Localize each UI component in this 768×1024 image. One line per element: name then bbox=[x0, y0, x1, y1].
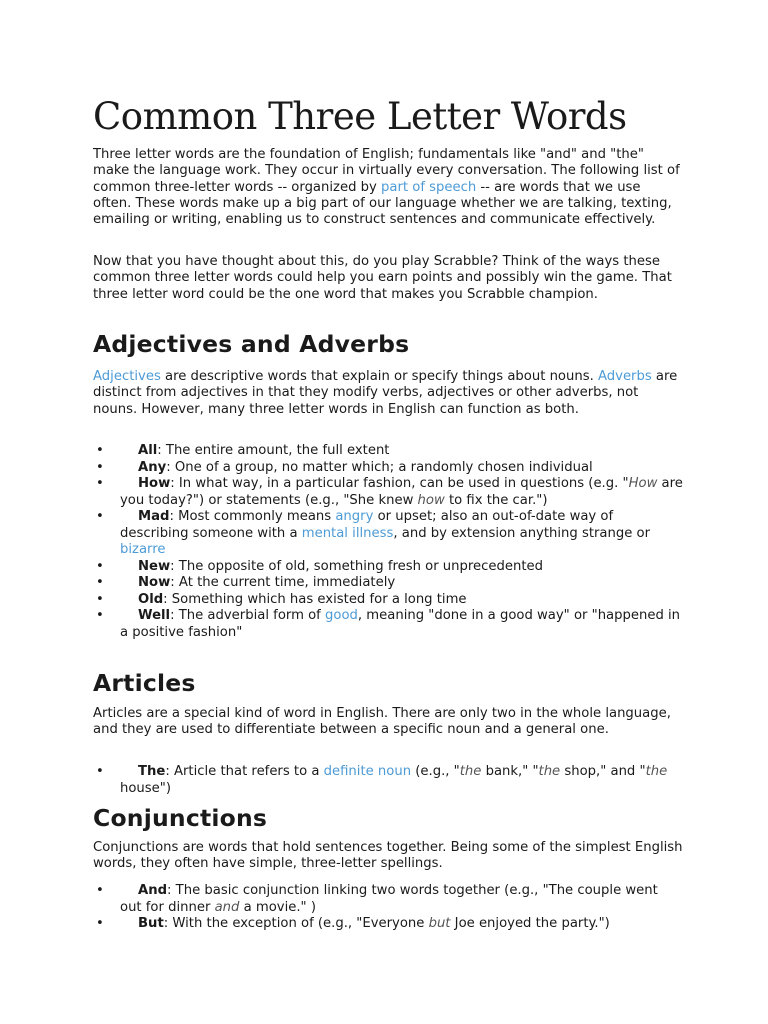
term-new: New bbox=[138, 558, 171, 574]
definition-old: : Something which has existed for a long time bbox=[163, 591, 467, 607]
part-of-speech-link[interactable]: part of speech bbox=[381, 179, 477, 195]
adjectives-link[interactable]: Adjectives bbox=[93, 369, 161, 384]
term-any: Any bbox=[138, 459, 167, 475]
definition-how-1: : In what way, in a particular fashion, can be used in questions (e.g. " bbox=[170, 476, 629, 491]
example-but: but bbox=[428, 916, 451, 931]
bullet-icon: • bbox=[96, 883, 104, 898]
definition-the-1: : Article that refers to a bbox=[165, 764, 324, 779]
articles-list bbox=[93, 764, 683, 797]
adverbs-link[interactable]: Adverbs bbox=[597, 369, 652, 384]
list-item-how bbox=[93, 476, 683, 509]
definition-mad-3: , and by extension anything strange or bbox=[393, 525, 651, 541]
list-item-but bbox=[93, 916, 683, 933]
page-title: Common Three Letter Words bbox=[93, 95, 627, 138]
list-item-and bbox=[93, 883, 683, 916]
section-heading-adjectives-adverbs: Adjectives and Adverbs bbox=[93, 330, 410, 358]
definition-and-2: a movie." ) bbox=[239, 899, 316, 915]
definition-well-2: , meaning "done in a good way" or "happened in a positive fashion" bbox=[120, 608, 681, 640]
definition-how-3: to fix the car.") bbox=[444, 492, 548, 508]
definition-how-2: are you today?") or statements (e.g., "She knew bbox=[120, 476, 683, 508]
term-and: And bbox=[138, 883, 168, 898]
definite-noun-link[interactable]: definite noun bbox=[323, 764, 412, 779]
bullet-icon: • bbox=[96, 916, 104, 931]
conjunctions-list bbox=[93, 883, 683, 933]
term-well: Well bbox=[138, 608, 171, 623]
list-item-mad bbox=[93, 509, 683, 559]
conjunctions-description: Conjunctions are words that hold sentences together. Being some of the simplest English words, they often have simple, three-letter spellings. bbox=[93, 840, 683, 872]
definition-but-1: : With the exception of (e.g., "Everyone bbox=[163, 916, 429, 931]
bullet-icon: • bbox=[96, 608, 104, 623]
bullet-icon: • bbox=[96, 558, 104, 574]
definition-the-4: shop," and " bbox=[560, 764, 646, 779]
definition-mad-1: : Most commonly means bbox=[169, 509, 336, 524]
term-but: But bbox=[138, 916, 164, 931]
definition-the-5: house") bbox=[120, 780, 171, 796]
definition-mad-2: or upset; also an out-of-date way of describing someone with a bbox=[120, 509, 614, 541]
definition-any: : One of a group, no matter which; a randomly chosen individual bbox=[166, 459, 593, 475]
example-and: and bbox=[214, 899, 240, 915]
bullet-icon: • bbox=[96, 459, 104, 475]
term-the: The bbox=[138, 764, 166, 779]
example-how-2: how bbox=[417, 492, 445, 508]
example-how-1: How bbox=[628, 476, 658, 491]
definition-all: : The entire amount, the full extent bbox=[157, 443, 390, 458]
term-old: Old bbox=[138, 591, 164, 607]
example-the-1: the bbox=[459, 764, 482, 779]
intro-paragraph-2: Now that you have thought about this, do you play Scrabble? Think of the ways these common three letter words could help you earn points and possibly win the game. That three letter word could be the one word that makes you Scrabble champion. bbox=[93, 254, 672, 302]
articles-description: Articles are a special kind of word in English. There are only two in the whole language, and they are used to differentiate between a specific noun and a general one. bbox=[93, 706, 671, 738]
adjectives-desc-text-b: are distinct from adjectives in that they modify verbs, adjectives or other adverbs, not nouns. However, many three letter words in English can function as both. bbox=[93, 369, 678, 417]
term-how: How bbox=[138, 476, 171, 491]
bullet-icon: • bbox=[96, 591, 104, 607]
section-heading-conjunctions: Conjunctions bbox=[93, 804, 268, 832]
adjectives-description bbox=[93, 369, 683, 418]
example-the-2: the bbox=[538, 764, 561, 779]
intro-text-b: -- are words that we use often. These words make up a big part of our language whether we are talking, texting, emailing or writing, enabling us to construct sentences and communicate effectively. bbox=[93, 179, 672, 228]
list-item-new bbox=[93, 559, 683, 576]
bullet-icon: • bbox=[96, 443, 104, 458]
term-now: Now bbox=[138, 575, 171, 590]
list-item-now bbox=[93, 575, 683, 592]
definition-the-2: (e.g., " bbox=[411, 764, 460, 779]
bullet-icon: • bbox=[96, 764, 104, 779]
intro-text-a: Three letter words are the foundation of English; fundamentals like "and" and "the" make the language work. They occur in virtually every conversation. The following list of common three-letter words -- organized by bbox=[93, 147, 680, 195]
intro-paragraph-1 bbox=[93, 147, 683, 228]
list-item-all bbox=[93, 443, 683, 460]
definition-well-1: : The adverbial form of bbox=[170, 608, 326, 623]
definition-the-3: bank," " bbox=[481, 764, 539, 779]
section-heading-articles: Articles bbox=[93, 669, 196, 697]
definition-now: : At the current time, immediately bbox=[170, 575, 396, 590]
adjectives-list bbox=[93, 443, 683, 641]
example-the-3: the bbox=[645, 764, 668, 779]
bullet-icon: • bbox=[96, 575, 104, 590]
good-link[interactable]: good bbox=[325, 608, 358, 623]
definition-new: : The opposite of old, something fresh or unprecedented bbox=[170, 558, 544, 574]
list-item-the bbox=[93, 764, 683, 797]
mental-illness-link[interactable]: mental illness bbox=[301, 525, 394, 541]
list-item-any bbox=[93, 460, 683, 477]
term-all: All bbox=[138, 443, 158, 458]
definition-and-1: : The basic conjunction linking two words together (e.g., "The couple went out for dinner bbox=[120, 883, 658, 915]
list-item-well bbox=[93, 608, 683, 641]
definition-but-2: Joe enjoyed the party.") bbox=[450, 916, 610, 931]
angry-link[interactable]: angry bbox=[335, 509, 374, 524]
list-item-old bbox=[93, 592, 683, 609]
adjectives-desc-text-a: are descriptive words that explain or specify things about nouns. bbox=[160, 369, 598, 384]
bizarre-link[interactable]: bizarre bbox=[120, 542, 166, 557]
term-mad: Mad bbox=[138, 509, 170, 524]
bullet-icon: • bbox=[96, 476, 104, 491]
bullet-icon: • bbox=[96, 509, 104, 524]
